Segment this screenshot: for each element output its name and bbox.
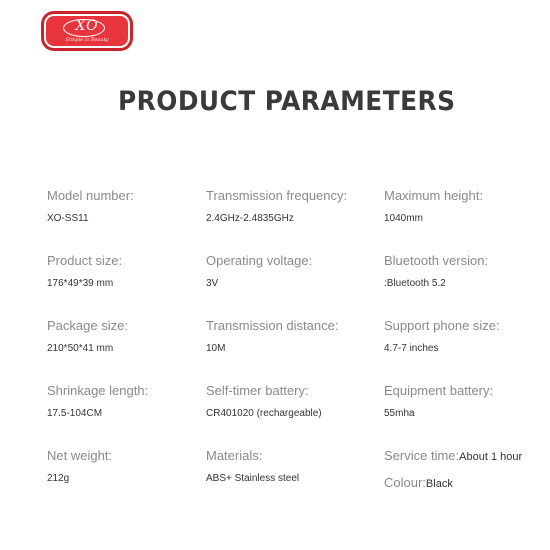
param-maximum-height bbox=[384, 188, 483, 224]
param-row bbox=[47, 318, 537, 383]
param-value: Black bbox=[425, 478, 453, 490]
param-value: ABS+ Stainless steel bbox=[206, 473, 300, 484]
param-shrinkage-length bbox=[47, 383, 148, 419]
param-label: Support phone size: bbox=[384, 318, 500, 333]
param-value: 210*50*41 mm bbox=[47, 343, 114, 354]
param-label-service-time bbox=[384, 448, 522, 463]
param-service-time-colour bbox=[384, 448, 522, 490]
param-value: 55mha bbox=[384, 408, 415, 419]
page-title: PRODUCT PARAMETERS bbox=[118, 86, 456, 117]
param-label: Equipment battery: bbox=[384, 383, 494, 398]
param-label: Bluetooth version: bbox=[384, 253, 489, 268]
logo-text: XO bbox=[75, 18, 99, 34]
logo-tagline: Simple Is Beauty bbox=[65, 37, 109, 43]
param-transmission-frequency bbox=[206, 188, 347, 224]
param-value: 10M bbox=[206, 343, 226, 354]
param-value: 17.5-104CM bbox=[47, 408, 103, 419]
param-row bbox=[47, 448, 537, 513]
param-operating-voltage bbox=[206, 253, 312, 289]
param-label: Operating voltage: bbox=[206, 253, 313, 268]
param-label: Product size: bbox=[47, 253, 123, 268]
param-label: Maximum height: bbox=[384, 188, 483, 203]
param-label: Model number: bbox=[47, 188, 134, 203]
param-label: Colour: bbox=[384, 475, 426, 490]
param-net-weight bbox=[47, 448, 112, 484]
param-bluetooth-version bbox=[384, 253, 488, 289]
param-value: 176*49*39 mm bbox=[47, 278, 114, 289]
brand-logo bbox=[44, 14, 130, 48]
param-value: 2.4GHz-2.4835GHz bbox=[206, 213, 294, 224]
param-value: 3V bbox=[206, 278, 219, 289]
param-label: Materials: bbox=[206, 448, 263, 463]
param-row bbox=[47, 383, 537, 448]
param-value: About 1 hour bbox=[459, 451, 523, 463]
param-label: Service time: bbox=[384, 448, 460, 463]
param-package-size bbox=[47, 318, 128, 354]
param-label: Transmission frequency: bbox=[206, 188, 348, 203]
param-support-phone-size bbox=[384, 318, 500, 354]
param-value: :Bluetooth 5.2 bbox=[384, 278, 446, 289]
param-model-number bbox=[47, 188, 134, 224]
parameters-grid bbox=[47, 188, 537, 513]
param-value: 1040mm bbox=[384, 213, 423, 224]
param-value: XO-SS11 bbox=[47, 213, 89, 224]
param-label: Package size: bbox=[47, 318, 128, 333]
param-value: 4.7-7 inches bbox=[384, 343, 439, 354]
param-value: 212g bbox=[47, 473, 70, 484]
param-label: Transmission distance: bbox=[206, 318, 339, 333]
param-label: Net weight: bbox=[47, 448, 113, 463]
param-self-timer-battery bbox=[206, 383, 322, 419]
param-label: Shrinkage length: bbox=[47, 383, 149, 398]
param-product-size bbox=[47, 253, 122, 289]
param-materials bbox=[206, 448, 299, 484]
param-value: CR401020 (rechargeable) bbox=[206, 408, 322, 419]
param-row bbox=[47, 253, 537, 318]
param-equipment-battery bbox=[384, 383, 493, 419]
param-label: Self-timer battery: bbox=[206, 383, 309, 398]
param-transmission-distance bbox=[206, 318, 338, 354]
param-row bbox=[47, 188, 537, 253]
param-label-colour bbox=[384, 475, 522, 490]
